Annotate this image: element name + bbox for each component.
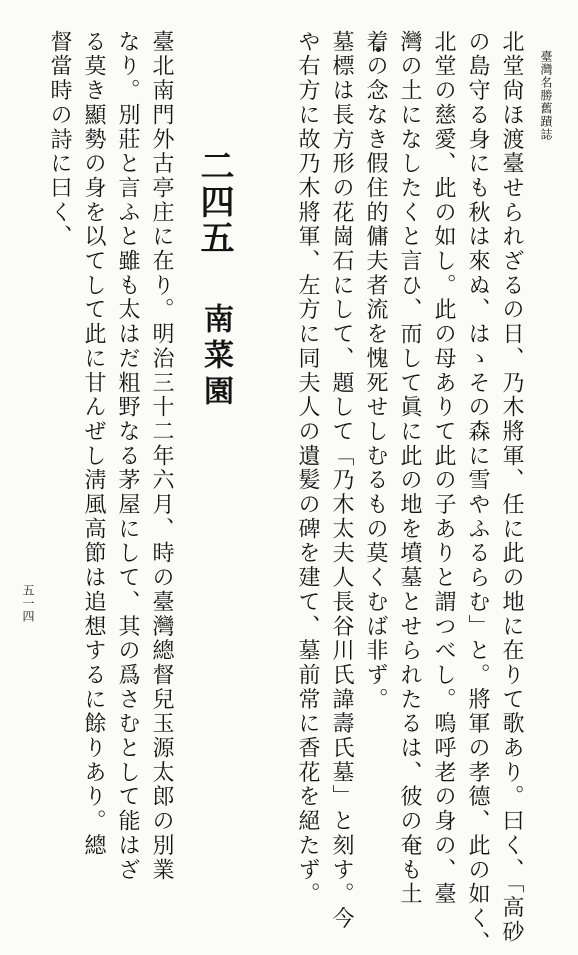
section-title: 南菜園 [198, 303, 233, 411]
page-number: 五一四 [21, 584, 35, 623]
text-line-5: 着の念なき假住的傭夫者流を愧死せしむるもの莫くむば非ず。 [363, 30, 388, 712]
section-number: 二四五 [194, 148, 234, 256]
text-line-9: なり。別莊と言ふと雖も太はだ粗野なる茅屋にして、其の爲さむとして能はざ [115, 30, 140, 883]
text-line-2: の島守る身にも秋は來ぬ、はゝその森に雪やふるらむ」と。將軍の孝德、此の如く、 [465, 30, 490, 955]
text-line-10: る莫き顯勢の身を以てして此に甘んぜし淸風高節は追想するに餘りあり。總 [81, 30, 106, 858]
text-line-8: 臺北南門外古亭庄に在り。明治三十二年六月、時の臺灣總督兒玉源太郎の別業 [149, 30, 174, 883]
text-line-4: 灣の土になしたくと言ひ、而して眞に此の地を墳墓とせられたるは、彼の奄も土 [397, 30, 422, 907]
text-line-3: 北堂の慈愛、此の如し。此の母ありて此の子ありと謂つべし。嗚呼老の身の、臺 [431, 30, 456, 907]
text-line-6: 墓標は長方形の花崗石にして、題して「乃木太夫人長谷川氏諱壽氏墓」と刻す。今 [329, 30, 354, 931]
text-line-11: 督當時の詩に曰く、 [47, 30, 72, 250]
text-line-7: や右方に故乃木將軍、左方に同夫人の遺髪の碑を建て、墓前常に香花を絕たず。 [295, 30, 320, 907]
text-line-1: 北堂尙ほ渡臺せられざるの日、乃木將軍、任に此の地に在りて歌あり。曰く、「高砂 [499, 30, 524, 945]
running-header-title: 臺灣名勝舊蹟誌 [539, 50, 553, 141]
